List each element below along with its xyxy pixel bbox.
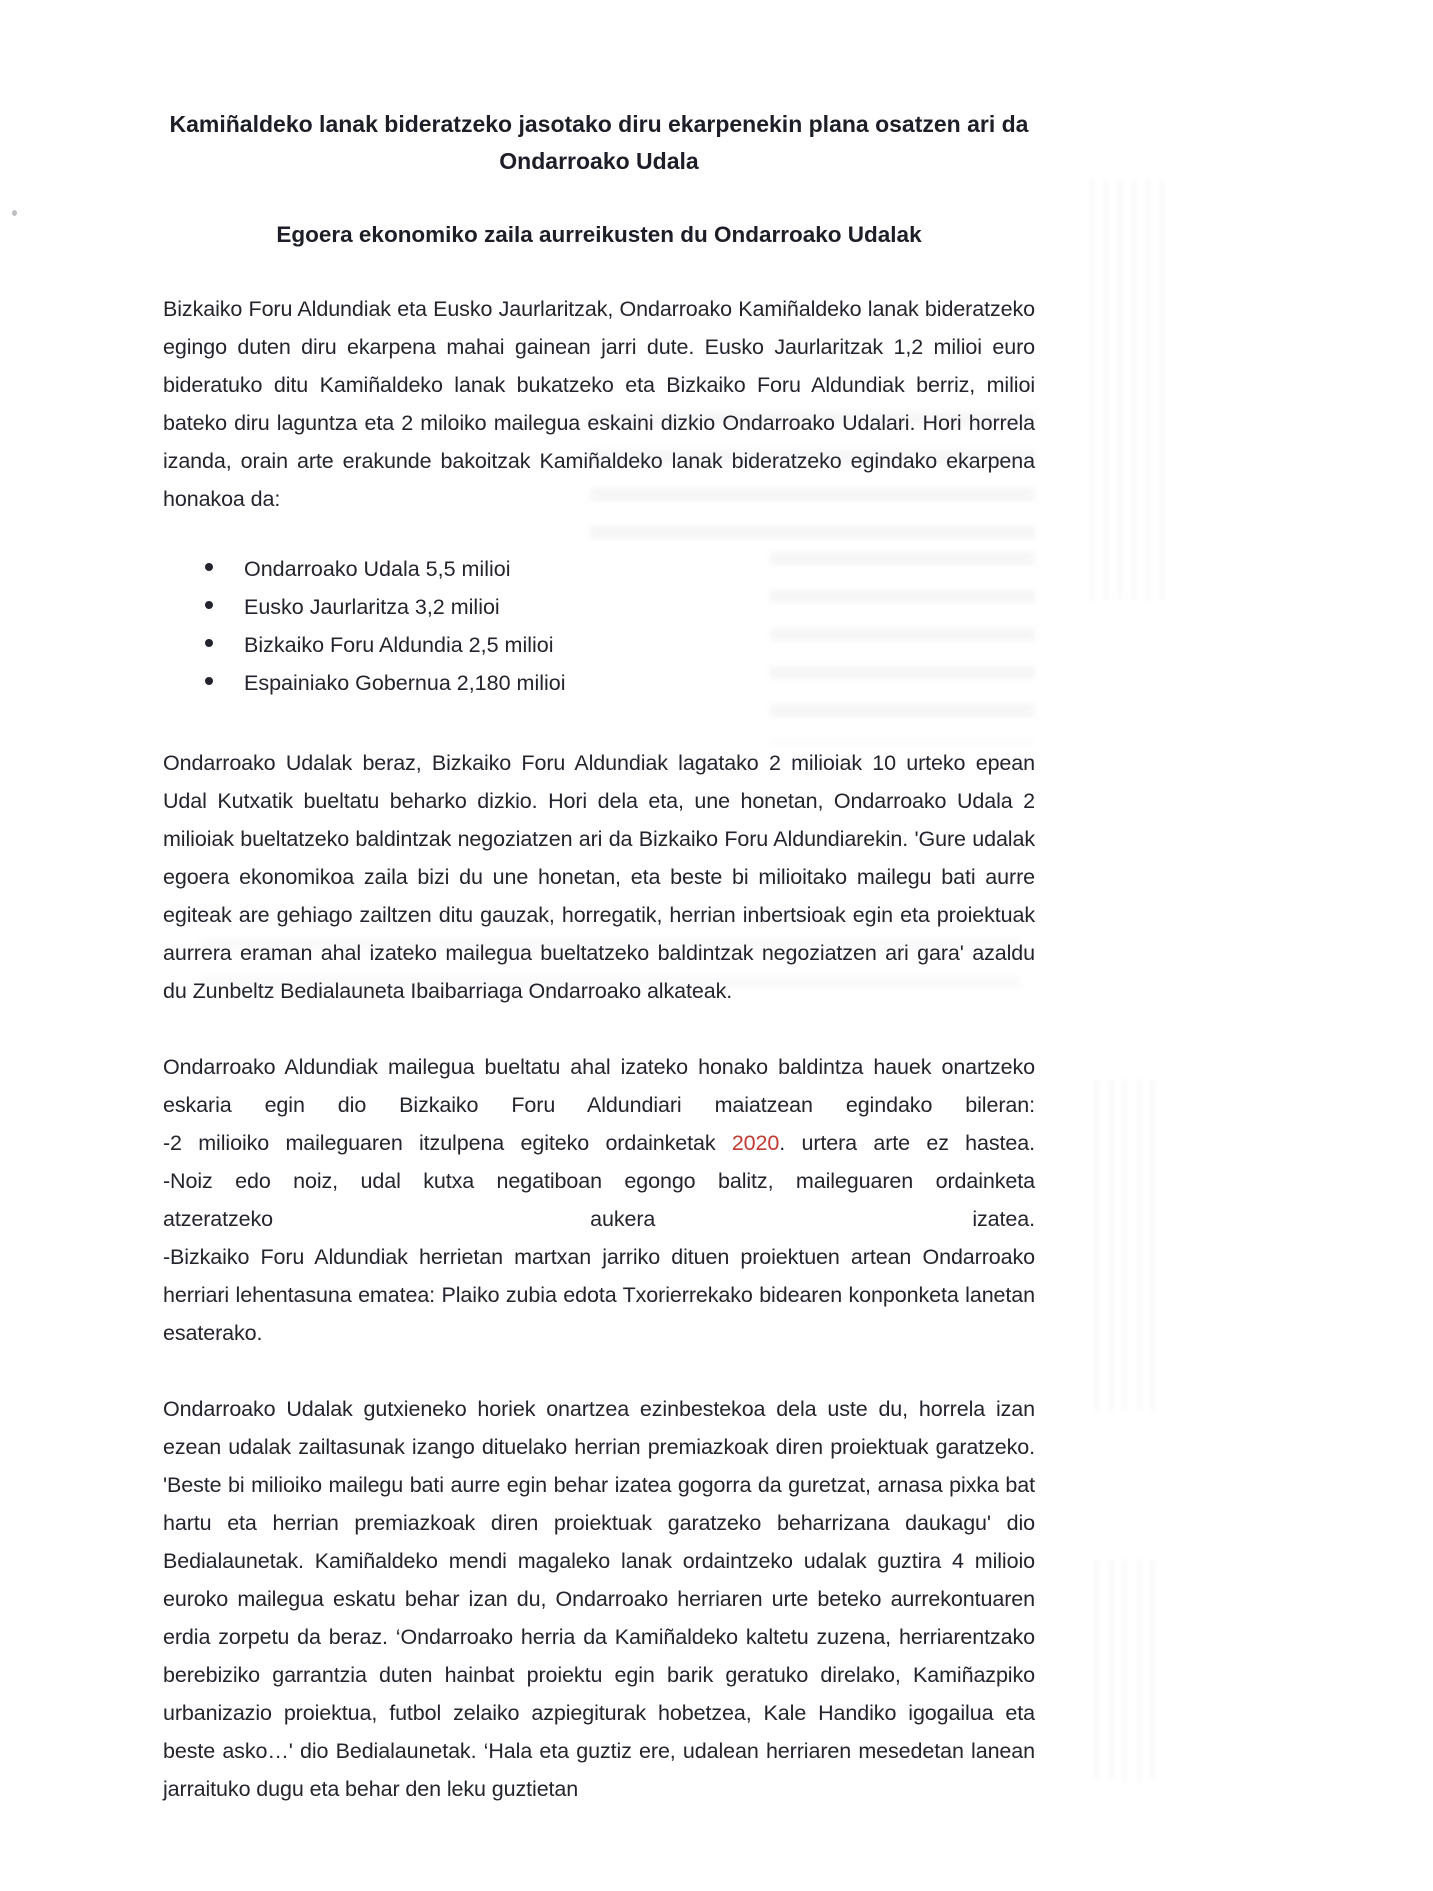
title-line-2: Ondarroako Udala	[499, 148, 699, 174]
condition-2-word: atzeratzeko	[163, 1207, 274, 1231]
contribution-item	[205, 626, 1035, 664]
contribution-item	[205, 588, 1035, 626]
condition-1	[163, 1124, 1035, 1162]
contribution-item	[205, 664, 1035, 702]
bullet-icon	[205, 639, 213, 647]
contribution-text: Ondarroako Udala 5,5 milioi	[244, 557, 511, 581]
condition-1-year-highlight: 2020	[731, 1131, 780, 1155]
contribution-list	[205, 550, 1035, 702]
document-content	[163, 106, 1035, 1808]
conditions-intro: Ondarroako Aldundiak mailegua bueltatu ahal izateko honako baldintza hauek onartzeko eskaria egin dio Bizkaiko Foru Aldundiari maiatzean egindako bileran:	[163, 1055, 1035, 1117]
contribution-text: Bizkaiko Foru Aldundia 2,5 milioi	[244, 633, 554, 657]
scan-bleed-artifact	[1090, 180, 1168, 600]
condition-3: -Bizkaiko Foru Aldundiak herrietan martxan jarriko dituen proiektuen artean Ondarroako herriari lehentasuna ematea: Plaiko zubia edota Txorierrekako bidearen konponketa lanetan esaterako.	[163, 1245, 1035, 1345]
contribution-text: Eusko Jaurlaritza 3,2 milioi	[244, 595, 500, 619]
scan-speck-artifact	[12, 210, 17, 216]
document-subtitle: Egoera ekonomiko zaila aurreikusten du Ondarroako Udalak	[276, 222, 922, 247]
condition-1-text: -2 milioiko maileguaren itzulpena egiteko ordainketak	[163, 1131, 732, 1155]
contribution-item	[205, 550, 1035, 588]
title-line-1: Kamiñaldeko lanak bideratzeko jasotako diru ekarpenekin plana osatzen ari da	[169, 111, 1029, 137]
bullet-icon	[205, 677, 213, 685]
contribution-text: Espainiako Gobernua 2,180 milioi	[244, 671, 566, 695]
scan-bleed-artifact	[1095, 1080, 1165, 1410]
bullet-icon	[205, 563, 213, 571]
body-paragraph-2: Ondarroako Udalak beraz, Bizkaiko Foru Aldundiak lagatako 2 milioiak 10 urteko epean Udal Kutxatik bueltatu beharko dizkio. Hori dela eta, une honetan, Ondarroako Udala 2 milioiak bueltatzeko baldintzak negoziatzen ari da Bizkaiko Foru Aldundiarekin. 'Gure udalak egoera ekonomikoa zaila bizi du une honetan, eta beste bi milioitako mailegu bati aurre egiteak are gehiago zailtzen ditu gauzak, horregatik, herrian inbertsioak egin eta proiektuak aurrera eraman ahal izateko mailegua bueltatzeko baldintzak negoziatzen ari gara' azaldu du Zunbeltz Bedialauneta Ibaibarriaga Ondarroako alkateak.	[163, 751, 1035, 1003]
body-paragraph-4: Ondarroako Udalak gutxieneko horiek onartzea ezinbestekoa dela uste du, horrela izan ezean udalak zailtasunak izango dituelako herrian premiazkoak diren proiektuak garatzeko. 'Beste bi milioiko mailegu bati aurre egin behar izatea gogorra da guretzat, arnasa pixka bat hartu eta herrian premiazkoak diren proiektuak garatzeko beharrizana daukagu' dio Bedialaunetak. Kamiñaldeko mendi magaleko lanak ordaintzeko udalak guztira 4 milioio euroko mailegua eskatu behar izan du, Ondarroako herriaren urte beteko aurrekontuaren erdia zorpetu da beraz. ‘Ondarroako herria da Kamiñaldeko kaltetu zuzena, herriarentzako berebiziko garrantzia duten hainbat proiektu egin barik geratuko direlako, Kamiñazpiko urbanizazio proiektua, futbol zelaiko azpiegiturak hobetzea, Kale Handiko igogailua eta beste asko…' dio Bedialaunetak. ‘Hala eta guztiz ere, udalean herriaren mesedetan lanean jarraituko dugu eta behar den leku guztietan	[163, 1397, 1035, 1801]
document-title	[163, 106, 1035, 180]
condition-2-word: aukera	[590, 1207, 656, 1231]
body-paragraph-1: Bizkaiko Foru Aldundiak eta Eusko Jaurlaritzak, Ondarroako Kamiñaldeko lanak bideratzeko egingo duten diru ekarpena mahai gainean jarri dute. Eusko Jaurlaritzak 1,2 milioi euro bideratuko ditu Kamiñaldeko lanak bukatzeko eta Bizkaiko Foru Aldundiak berriz, milioi bateko diru laguntza eta 2 miloiko mailegua eskaini dizkio Ondarroako Udalari. Hori horrela izanda, orain arte erakunde bakoitzak Kamiñaldeko lanak bideratzeko egindako ekarpena honakoa da:	[163, 297, 1035, 511]
condition-2-line-2	[163, 1200, 1035, 1238]
condition-2-word: izatea.	[972, 1207, 1035, 1231]
scan-bleed-artifact	[1095, 1560, 1160, 1780]
condition-2-line-1: -Noiz edo noiz, udal kutxa negatiboan egongo balitz, maileguaren ordainketa	[163, 1169, 1035, 1193]
body-paragraph-3	[163, 1048, 1035, 1352]
bullet-icon	[205, 601, 213, 609]
condition-1-text-end: . urtera arte ez hastea.	[779, 1131, 1035, 1155]
